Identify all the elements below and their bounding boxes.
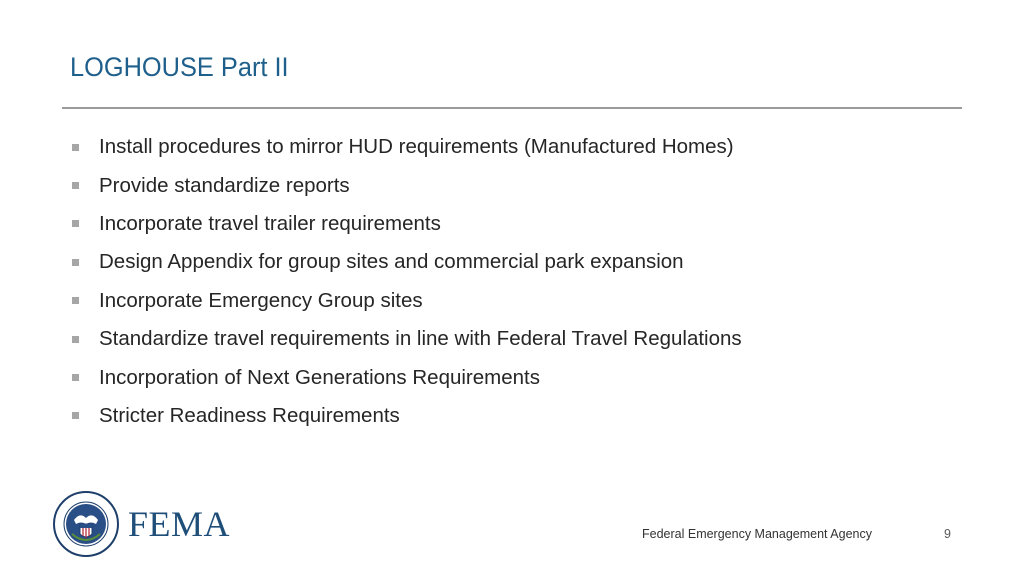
footer-agency: Federal Emergency Management Agency	[642, 527, 872, 541]
page-number: 9	[944, 527, 951, 541]
bullet-text: Design Appendix for group sites and commercial park expansion	[99, 250, 684, 274]
bullet-marker-icon	[72, 374, 79, 381]
bullet-marker-icon	[72, 297, 79, 304]
bullet-marker-icon	[72, 259, 79, 266]
bullet-text: Incorporation of Next Generations Requirements	[99, 365, 540, 389]
title-divider	[62, 107, 962, 109]
bullet-marker-icon	[72, 412, 79, 419]
list-item	[72, 397, 742, 435]
list-item	[72, 205, 742, 243]
bullet-marker-icon	[72, 144, 79, 151]
bullet-list	[72, 128, 742, 435]
list-item	[72, 358, 742, 396]
bullet-marker-icon	[72, 336, 79, 343]
list-item	[72, 282, 742, 320]
list-item	[72, 243, 742, 281]
list-item	[72, 320, 742, 358]
fema-wordmark: FEMA	[128, 504, 231, 544]
bullet-text: Stricter Readiness Requirements	[99, 403, 400, 427]
list-item	[72, 166, 742, 204]
slide-title: LOGHOUSE Part II	[70, 52, 289, 82]
list-item	[72, 128, 742, 166]
bullet-marker-icon	[72, 182, 79, 189]
bullet-text: Incorporate Emergency Group sites	[99, 288, 423, 312]
bullet-text: Standardize travel requirements in line with Federal Travel Regulations	[99, 327, 742, 351]
bullet-text: Install procedures to mirror HUD requirements (Manufactured Homes)	[99, 135, 734, 159]
bullet-marker-icon	[72, 220, 79, 227]
dhs-seal-icon	[52, 490, 120, 563]
bullet-text: Provide standardize reports	[99, 173, 350, 197]
bullet-text: Incorporate travel trailer requirements	[99, 211, 441, 235]
